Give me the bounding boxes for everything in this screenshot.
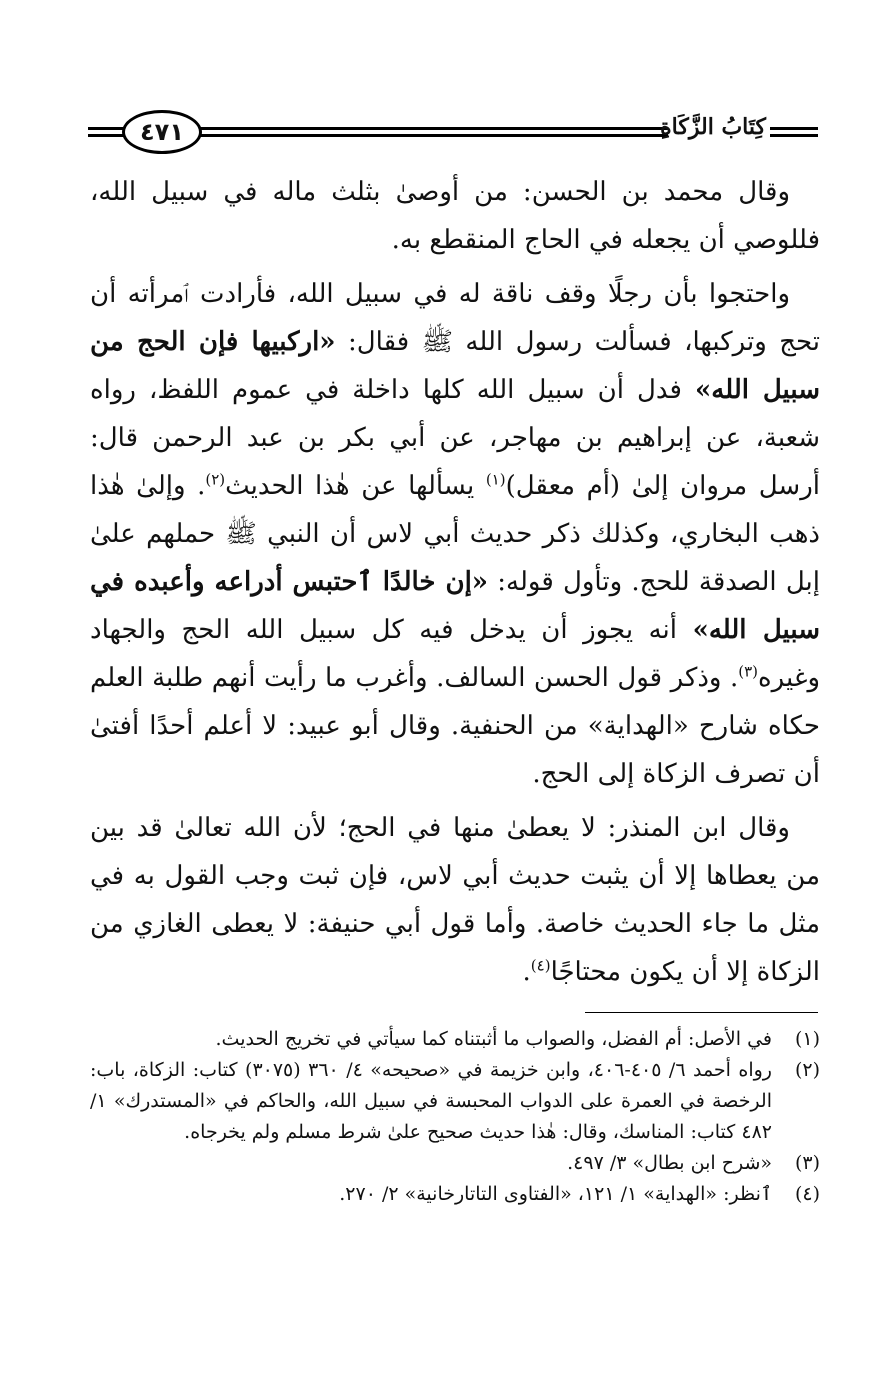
- header-rule: [198, 127, 668, 137]
- footnote-item: [90, 1055, 820, 1148]
- footnote-number: (٤): [794, 1183, 820, 1205]
- page-header: [88, 110, 818, 156]
- page-number: ٤٧١: [140, 118, 184, 146]
- footnote-text: في الأصل: أم الفضل، والصواب ما أثبتناه كما سيأتي في تخريج الحديث.: [215, 1028, 772, 1050]
- text-segment: . وإلىٰ هٰذا ذهب البخاري، وكذلك ذكر حديث أبي لاس أن النبي ﷺ حملهم علىٰ إبل الصدقة للحج. وتأول قوله:: [90, 471, 820, 597]
- hadith-quote: «إن خالدًا ٱحتبس أدراعه وأعبده في سبيل الله»: [90, 567, 820, 645]
- footnote-ref-1: (١): [485, 470, 506, 489]
- paragraph-3: [90, 804, 820, 996]
- text-segment: واحتجوا بأن رجلًا وقف ناقة له في سبيل الله، فأرادت ٱمرأته أن تحج وتركبها، فسألت رسول الله ﷺ فقال:: [90, 279, 820, 357]
- text-segment: فدل أن سبيل الله كلها داخلة في عموم اللفظ، رواه شعبة، عن إبراهيم بن مهاجر، عن أبي بكر بن عبد الرحمن قال: أرسل مروان إلىٰ (أم معقل): [90, 375, 820, 501]
- footnote-text: رواه أحمد ٦/ ٤٠٥-٤٠٦، وابن خزيمة في «صحيحه» ٤/ ٣٦٠ (٣٠٧٥) كتاب: الزكاة، باب: الرخصة في العمرة على الدواب المحبسة في سبيل الله، والحاكم في «المستدرك» ١/ ٤٨٢ كتاب: المناسك، وقال: هٰذا حديث صحيح علىٰ شرط مسلم ولم يخرجاه.: [90, 1059, 772, 1143]
- footnote-ref-3: (٣): [738, 662, 759, 681]
- paragraph-2: [90, 270, 820, 798]
- text-segment: يسألها عن هٰذا الحديث: [225, 471, 486, 501]
- footnotes: [90, 1024, 820, 1210]
- text-segment: وقال ابن المنذر: لا يعطىٰ منها في الحج؛ لأن الله تعالىٰ قد بين من يعطاها إلا أن يثبت حديث أبي لاس، فإن ثبت وجب القول به في مثل ما جاء الحديث خاصة. وأما قول أبي حنيفة: لا يعطى الغازي من الزكاة إلا أن يكون محتاجًا: [90, 813, 820, 987]
- book-title: كِتَابُ الزَّكَاةِ: [660, 114, 766, 140]
- footnote-ref-2: (٢): [205, 470, 226, 489]
- main-text: [90, 168, 820, 996]
- paragraph-1: وقال محمد بن الحسن: من أوصىٰ بثلث ماله في سبيل الله، فللوصي أن يجعله في الحاج المنقطع به.: [90, 177, 820, 255]
- header-rule-right: [770, 127, 818, 137]
- page-number-frame: [122, 110, 202, 154]
- footnote-number: (١): [794, 1028, 820, 1050]
- footnote-number: (٢): [794, 1059, 820, 1081]
- footnote-item: [90, 1024, 820, 1055]
- footnote-text: ٱنظر: «الهداية» ١/ ١٢١، «الفتاوى التاتارخانية» ٢/ ٢٧٠.: [339, 1183, 772, 1205]
- footnote-separator: [585, 1012, 818, 1013]
- footnote-item: [90, 1148, 820, 1179]
- footnote-number: (٣): [794, 1152, 820, 1174]
- hadith-quote: «اركبيها فإن الحج من سبيل الله»: [90, 327, 820, 405]
- text-segment: . وذكر قول الحسن السالف. وأغرب ما رأيت أنهم طلبة العلم حكاه شارح «الهداية» من الحنفية. وقال أبو عبيد: لا أعلم أحدًا أفتىٰ أن تصرف الزكاة إلى الحج.: [90, 663, 820, 789]
- footnote-text: «شرح ابن بطال» ٣/ ٤٩٧.: [567, 1152, 772, 1174]
- footnote-ref-4: (٤): [530, 956, 551, 975]
- text-segment: أنه يجوز أن يدخل فيه كل سبيل الله الحج والجهاد وغيره: [90, 615, 820, 693]
- footnote-item: [90, 1179, 820, 1210]
- text-segment: .: [522, 957, 531, 987]
